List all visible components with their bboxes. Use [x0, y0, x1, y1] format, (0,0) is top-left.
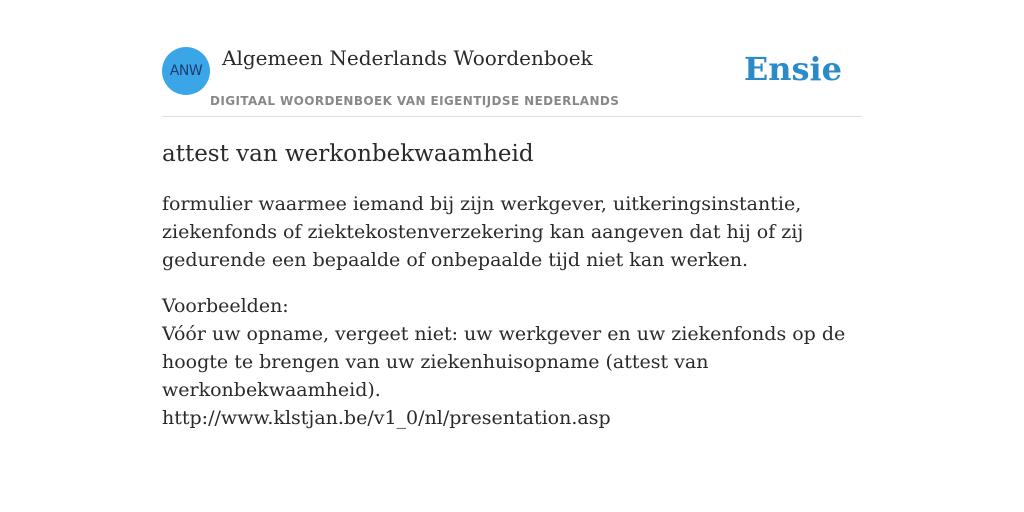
example-text: Vóór uw opname, vergeet niet: uw werkgever en uw ziekenfonds op de hoogte te brengen van uw ziekenhuisopname (attest van werkonbekwaamheid). [162, 323, 846, 401]
site-title[interactable]: Algemeen Nederlands Woordenboek [222, 46, 593, 70]
entry-definition: formulier waarmee iemand bij zijn werkgever, uitkeringsinstantie, ziekenfonds of ziektekostenverzekering kan aangeven dat hij of zij gedurende een bepaalde of onbepaalde tijd niet kan werken. [162, 193, 804, 271]
ensie-brand-logo[interactable]: Ensie [743, 50, 842, 88]
logo-text: ANW [169, 63, 203, 79]
site-header [162, 0, 862, 117]
example-source: http://www.klstjan.be/v1_0/nl/presentation.asp [162, 407, 611, 429]
examples-label: Voorbeelden: [162, 295, 289, 317]
examples-section [162, 292, 862, 432]
anw-logo[interactable] [162, 47, 210, 95]
entry-title: attest van werkonbekwaamheid [162, 141, 534, 167]
entry-content [162, 138, 862, 432]
site-subtitle: DIGITAAL WOORDENBOEK VAN EIGENTIJDSE NEDERLANDS [210, 94, 620, 108]
